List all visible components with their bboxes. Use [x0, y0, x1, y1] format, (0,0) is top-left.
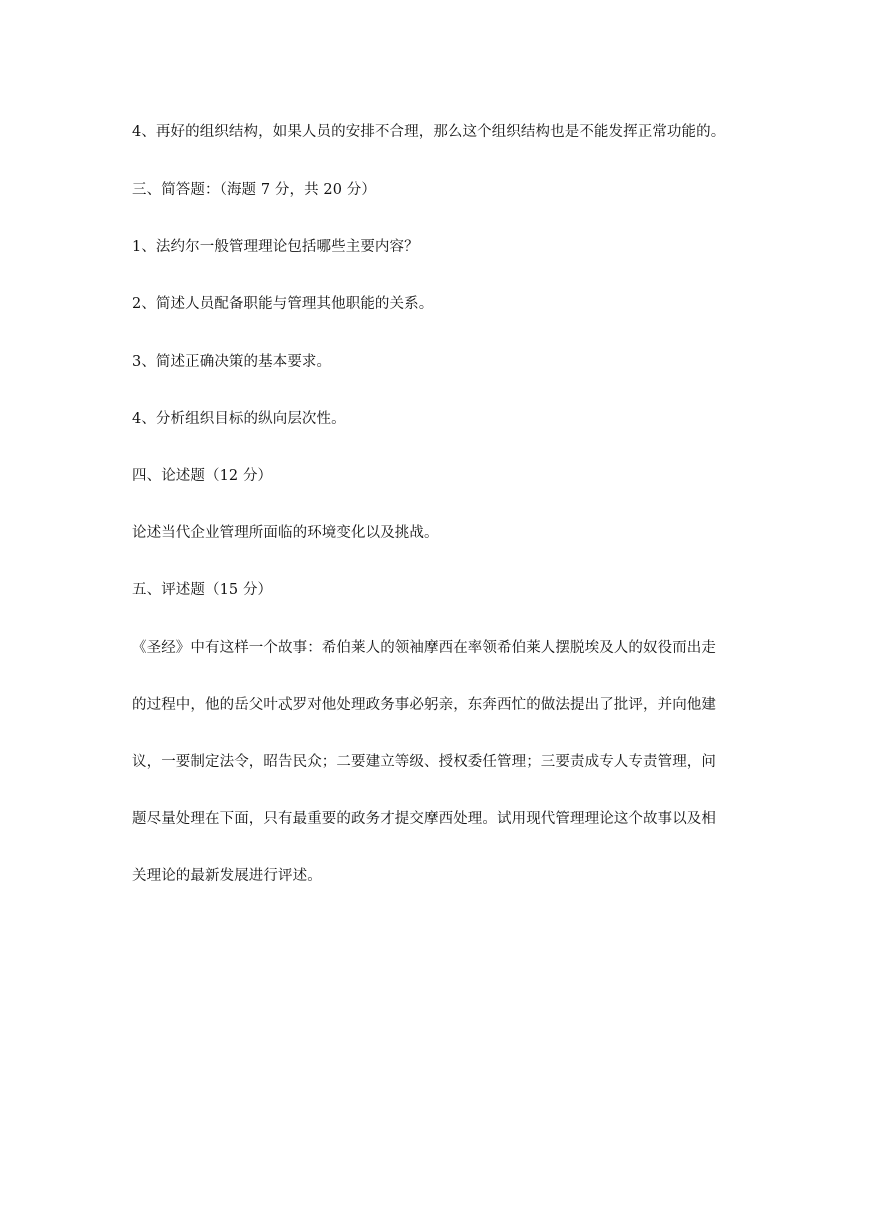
short-answer-question-3: 3、简述正确决策的基本要求。 [132, 354, 332, 370]
section-heading-essay: 四、论述题（12 分） [132, 468, 273, 484]
short-answer-question-1: 1、法约尔一般管理理论包括哪些主要内容？ [132, 239, 419, 255]
section-heading-short-answer: 三、简答题：（海题 7 分，共 20 分） [132, 182, 376, 198]
short-answer-question-4: 4、分析组织目标的纵向层次性。 [132, 411, 346, 427]
true-false-item-4: 4、再好的组织结构，如果人员的安排不合理，那么这个组织结构也是不能发挥正常功能的。 [132, 124, 726, 140]
review-paragraph-line: 《圣经》中有这样一个故事：希伯莱人的领袖摩西在率领希伯莱人摆脱埃及人的奴役而出走 [132, 640, 716, 656]
short-answer-question-2: 2、简述人员配备职能与管理其他职能的关系。 [132, 296, 434, 312]
review-paragraph-line: 的过程中，他的岳父叶忒罗对他处理政务事必躬亲，东奔西忙的做法提出了批评，并向他建 [132, 697, 716, 713]
section-heading-review: 五、评述题（15 分） [132, 582, 273, 598]
review-paragraph-line: 题尽量处理在下面，只有最重要的政务才提交摩西处理。试用现代管理理论这个故事以及相 [132, 811, 716, 827]
review-paragraph-line: 关理论的最新发展进行评述。 [132, 868, 322, 884]
essay-question: 论述当代企业管理所面临的环境变化以及挑战。 [132, 525, 439, 541]
review-paragraph-line: 议，一要制定法令，昭告民众；二要建立等级、授权委任管理；三要责成专人专责管理，问 [132, 754, 716, 770]
